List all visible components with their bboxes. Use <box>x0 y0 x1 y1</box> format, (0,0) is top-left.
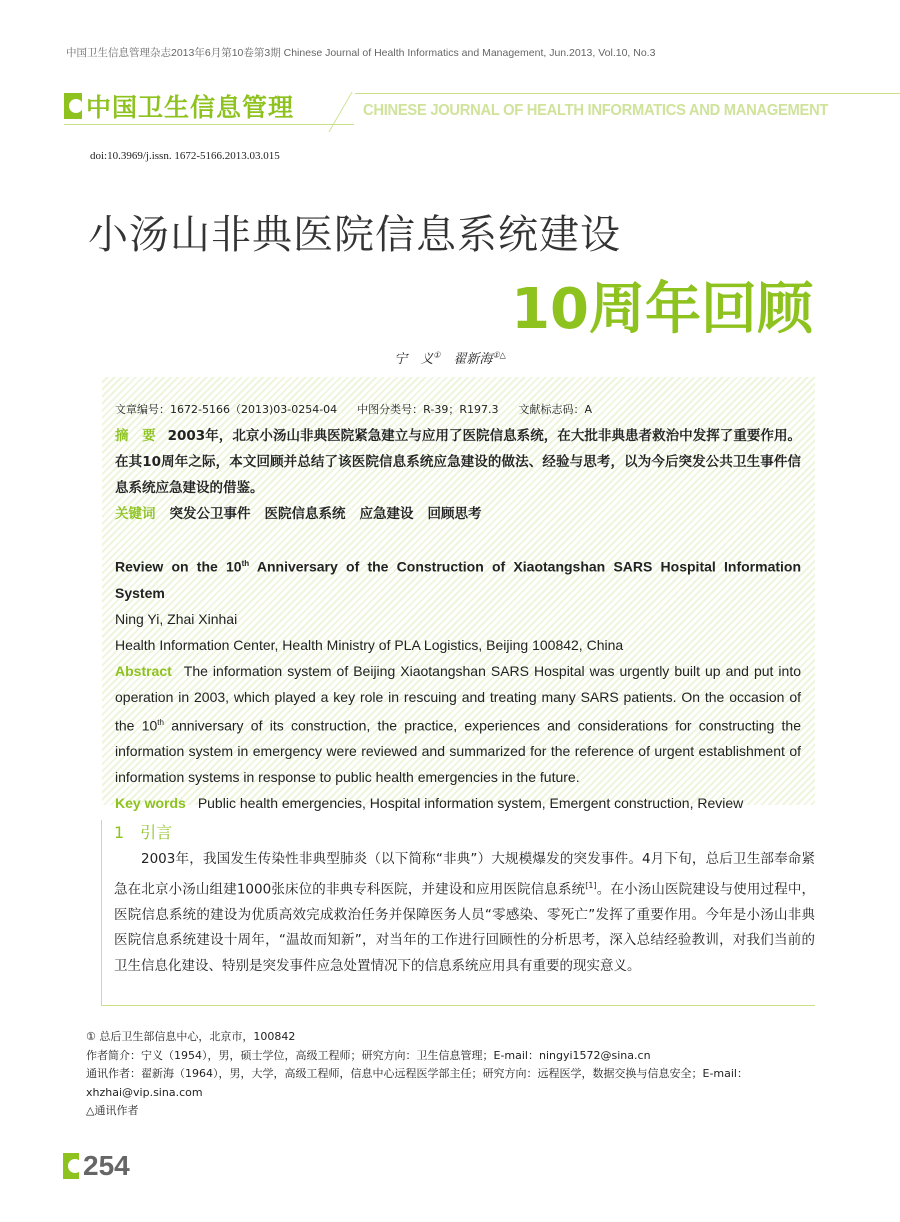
citation-ref[interactable]: [1] <box>585 880 597 890</box>
divider <box>355 93 900 94</box>
author-2: 翟新海 <box>453 352 493 367</box>
author-1-mark: ① <box>433 350 441 360</box>
abstract-en-text: The information system of Beijing Xiaotangshan SARS Hospital was urgently built up and put into operation in 2003, which played a key role in rescuing and treating many SARS patients. On the occasion of the 10 <box>115 662 801 734</box>
intro-paragraph <box>114 847 815 979</box>
clc-number: 中图分类号：R-39；R197.3 <box>357 403 499 416</box>
english-keywords <box>115 790 801 816</box>
english-title <box>115 551 801 606</box>
keywords-cn-label: 关键词 <box>115 506 156 522</box>
doi: doi:10.3969/j.issn. 1672-5166.2013.03.015 <box>90 150 280 162</box>
abstract-cn-text: 2003年，北京小汤山非典医院紧急建立与应用了医院信息系统，在大批非典患者救治中发挥了重要作用。在其10周年之际，本文回顾并总结了该医院信息系统应急建设的做法、经验与思考，以为今后突发公共卫生事件信息系统应急建设的借鉴。 <box>115 428 801 496</box>
footnote: ① 总后卫生部信息中心，北京市，100842 <box>86 1030 296 1043</box>
english-abstract <box>115 658 801 791</box>
title-line-2: 10周年回顾 <box>511 277 813 342</box>
author-1: 宁 义 <box>394 352 434 367</box>
logo-ring-icon <box>64 93 82 119</box>
author-2-mark: ①△ <box>492 350 506 360</box>
page-ring-icon <box>63 1153 79 1179</box>
keyword: 突发公卫事件 <box>169 506 251 522</box>
intro-text: 2003年，我国发生传染性非典型肺炎（以下简称“非典”）大规模爆发的突发事件。4月下旬，总后卫生部奉命紧急在北京小汤山组建1000张床位的非典专科医院，并建设和应用医院信息系统 <box>114 851 815 897</box>
abstract-en-label: Abstract <box>115 662 172 679</box>
running-head: 中国卫生信息管理杂志2013年6月第10卷第3期 Chinese Journal of Health Informatics and Management, Jun.2013, Vol.10, No.3 <box>66 47 656 59</box>
title-line-1: 小汤山非典医院信息系统建设 <box>88 212 621 258</box>
footnotes <box>86 1028 816 1121</box>
page-number-text: 254 <box>83 1150 130 1181</box>
introduction-section <box>101 820 815 1006</box>
abstract-cn-label: 摘 要 <box>115 428 156 444</box>
footnote: △通讯作者 <box>86 1104 139 1117</box>
divider <box>328 92 352 132</box>
abstract-cn <box>115 423 801 501</box>
keyword: 应急建设 <box>359 506 414 522</box>
footnote: 通讯作者：翟新海（1964），男，大学，高级工程师，信息中心远程医学部主任；研究方向：远程医学，数据交换与信息安全；E-mail：xhzhai@vip.sina.com <box>86 1067 748 1099</box>
keywords-en-text: Public health emergencies, Hospital information system, Emergent construction, Review <box>197 795 744 812</box>
page-number <box>63 1150 130 1182</box>
authors <box>0 348 900 367</box>
section-heading: 1 引言 <box>114 823 173 842</box>
keywords-cn <box>115 501 801 527</box>
english-authors: Ning Yi, Zhai Xinhai <box>115 610 238 627</box>
divider <box>64 124 354 125</box>
article-meta <box>115 401 801 417</box>
keyword: 医院信息系统 <box>264 506 346 522</box>
journal-name-cn: 中国卫生信息管理 <box>86 93 295 122</box>
intro-text: 。在小汤山医院建设与使用过程中，医院信息系统的建设为优质高效完成救治任务并保障医务人员“零感染、零死亡”发挥了重要作用。今年是小汤山非典医院信息系统建设十周年，“温故而知新”，对当年的工作进行回顾性的分析思考，深入总结经验教训，对我们当前的卫生信息化建设、特别是突发事件应急处置情况下的信息系统应用具有重要的现实意义。 <box>114 881 816 974</box>
abstract-box <box>102 377 815 812</box>
english-affiliation: Health Information Center, Health Ministry of PLA Logistics, Beijing 100842, China <box>115 636 624 653</box>
english-title-sup: th <box>241 559 250 568</box>
footnote: 作者简介：宁义（1954），男，硕士学位，高级工程师；研究方向：卫生信息管理；E-mail：ningyi1572@sina.cn <box>86 1048 651 1062</box>
abstract-en-sup: th <box>157 717 164 727</box>
journal-name-en: CHINESE JOURNAL OF HEALTH INFORMATICS AND MANAGEMENT <box>363 102 829 119</box>
abstract-en-text: anniversary of its construction, the practice, experiences and considerations for constructing the information system in emergency were reviewed and summarized for the reference of urgent establishment of information systems in response to public health emergencies in the future. <box>115 717 801 786</box>
article-number: 文章编号：1672-5166（2013)03-0254-04 <box>115 403 338 416</box>
doc-code: 文献标志码：A <box>518 403 592 416</box>
english-title-part: Review on the 10 <box>115 558 242 575</box>
journal-logo <box>64 88 294 124</box>
english-title-part: Anniversary of the Construction of Xiaotangshan SARS Hospital Information System <box>115 558 802 601</box>
keyword: 回顾思考 <box>427 506 482 522</box>
keywords-en-label: Key words <box>115 795 186 812</box>
